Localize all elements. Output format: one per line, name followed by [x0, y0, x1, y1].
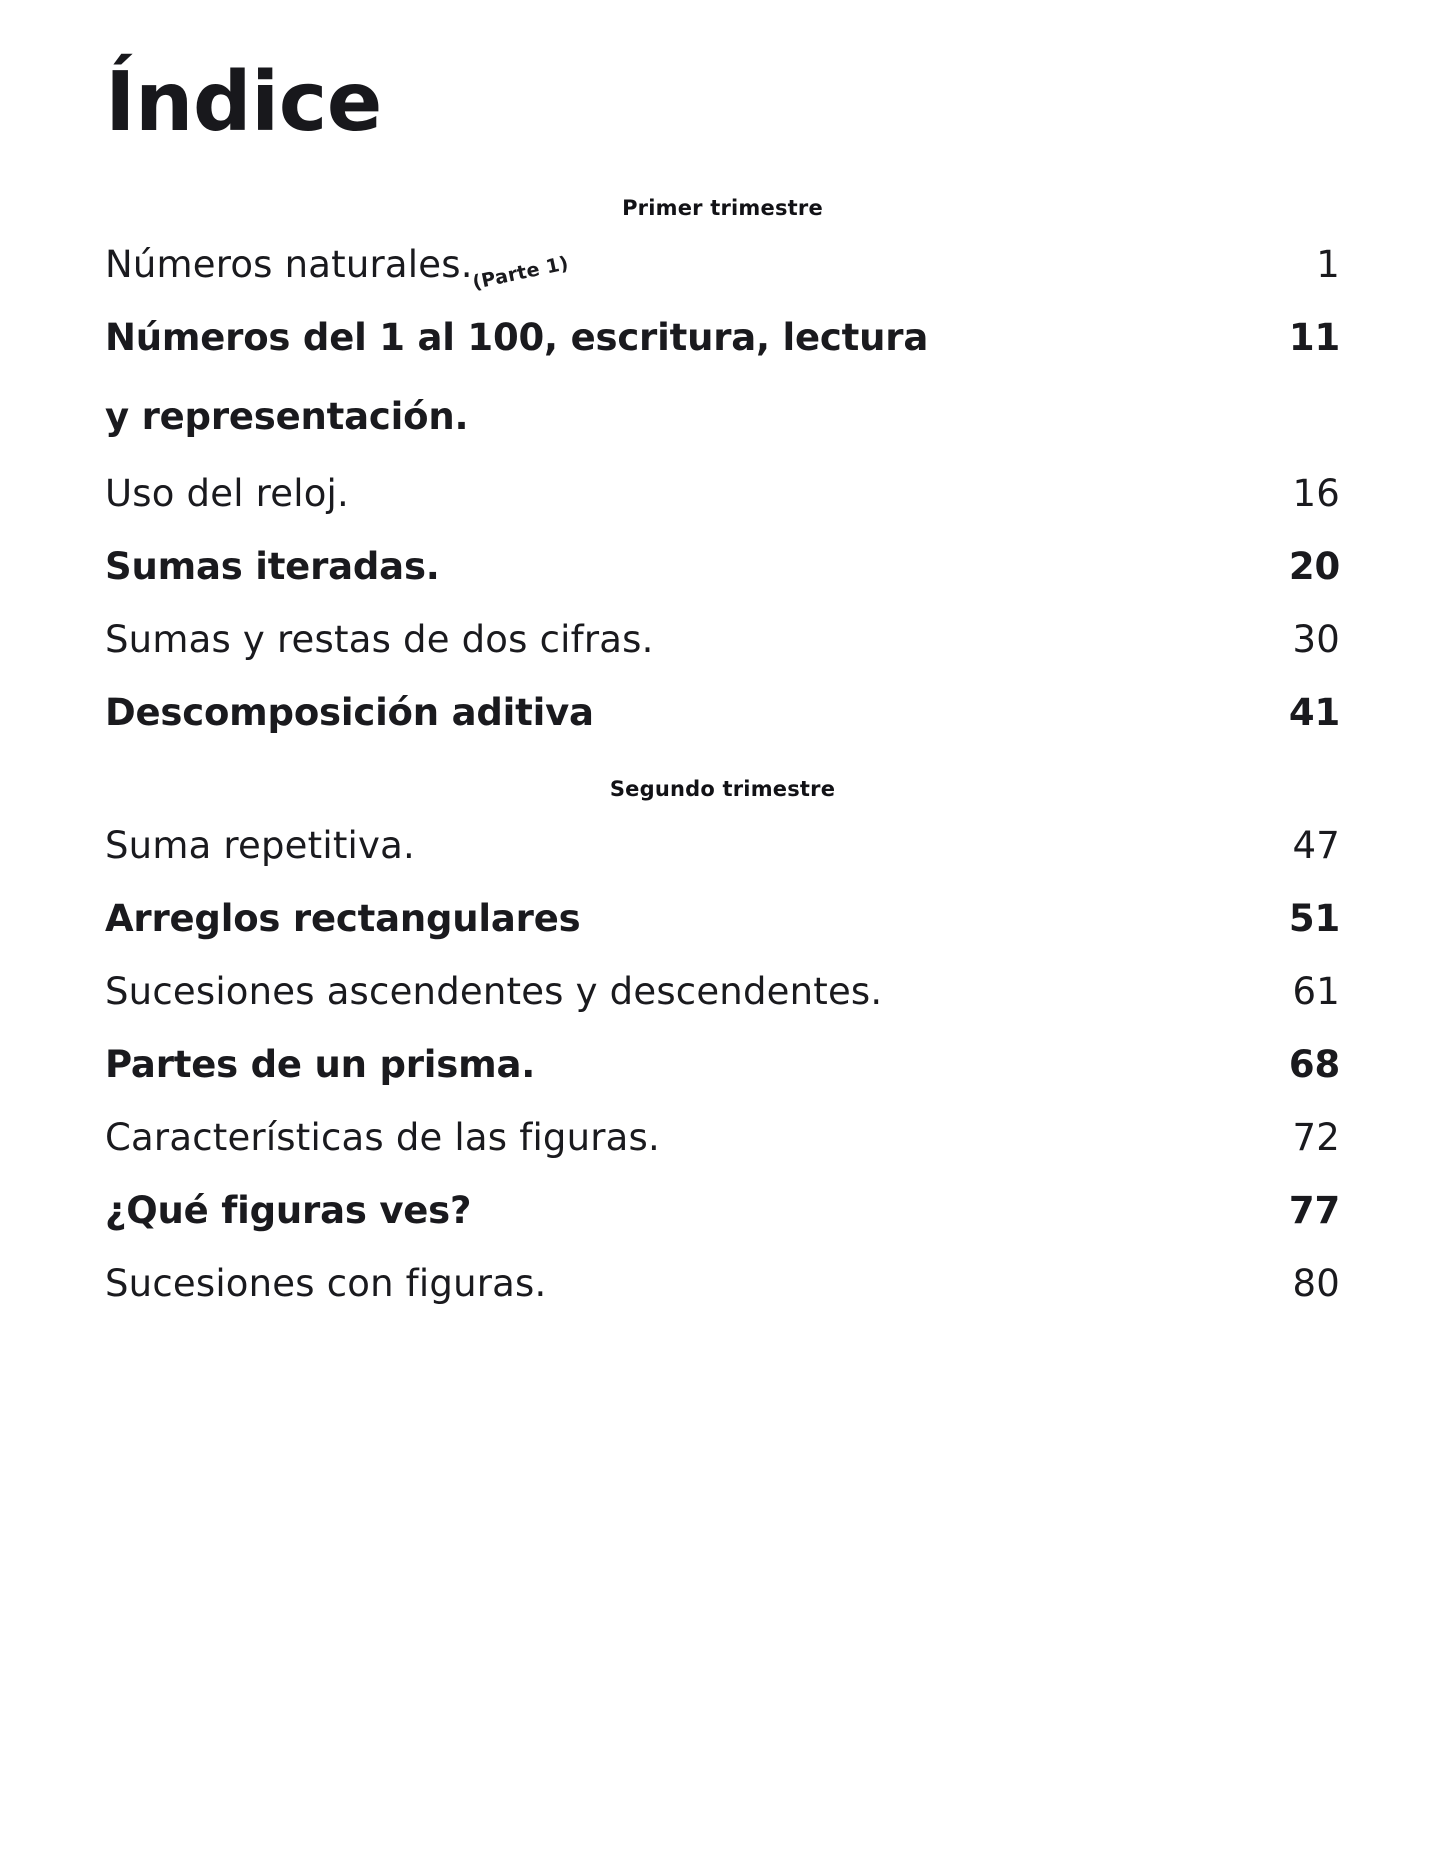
toc-entry[interactable] [105, 691, 1340, 734]
toc-entry-title: Números del 1 al 100, escritura, lectura [105, 316, 929, 359]
toc-entry-label [105, 691, 1266, 734]
toc-entry-label [105, 970, 1266, 1013]
toc-entry-title: ¿Qué figuras ves? [105, 1189, 472, 1232]
toc-entry-title: Sucesiones con figuras. [105, 1262, 547, 1305]
toc-entry-label [105, 1043, 1266, 1086]
toc-entry-label [105, 897, 1266, 940]
toc-entry-title: Descomposición aditiva [105, 691, 594, 734]
toc-entry[interactable] [105, 1043, 1340, 1086]
toc-entry-list-segundo-trimestre [105, 824, 1340, 1305]
section-heading-primer-trimestre: Primer trimestre [622, 196, 823, 220]
toc-entry-page-number: 68 [1288, 1043, 1340, 1086]
toc-entry[interactable] [105, 1116, 1340, 1159]
toc-entry-label [105, 472, 1266, 515]
toc-entry-page-number: 77 [1288, 1189, 1340, 1232]
toc-entry[interactable] [105, 243, 1340, 294]
toc-entry-page-number: 1 [1316, 243, 1340, 286]
page-title: Índice [105, 55, 382, 150]
toc-entry-annotation: (Parte 1) [470, 252, 571, 294]
toc-entry-title: Uso del reloj. [105, 472, 349, 515]
toc-entry-page-number: 51 [1288, 897, 1340, 940]
toc-entry-page-number: 30 [1292, 618, 1340, 661]
toc-entry[interactable] [105, 618, 1340, 661]
toc-entry-title: Suma repetitiva. [105, 824, 415, 867]
toc-entry-title: Características de las figuras. [105, 1116, 660, 1159]
toc-entry-label [105, 243, 1266, 294]
toc-entry-label [105, 545, 1266, 588]
toc-entry[interactable] [105, 970, 1340, 1013]
toc-entry[interactable] [105, 472, 1340, 515]
section-heading-segundo-trimestre: Segundo trimestre [609, 777, 836, 801]
toc-entry-title: Arreglos rectangulares [105, 897, 581, 940]
toc-entry-title: Sumas iteradas. [105, 545, 440, 588]
toc-entry-title-line2: y representación. [105, 395, 469, 438]
toc-entry-title: Sumas y restas de dos cifras. [105, 618, 654, 661]
toc-entry-page-number: 20 [1288, 545, 1340, 588]
toc-entry[interactable] [105, 1262, 1340, 1305]
toc-entry-label [105, 824, 1266, 867]
toc-entry-label [105, 618, 1266, 661]
toc-entry-page-number: 80 [1292, 1262, 1340, 1305]
toc-entry[interactable] [105, 316, 1340, 438]
toc-entry-title: Números naturales. [105, 243, 473, 286]
toc-entry-title: Partes de un prisma. [105, 1043, 536, 1086]
toc-entry[interactable] [105, 824, 1340, 867]
toc-entry-page-number: 11 [1288, 316, 1340, 359]
toc-entry-list-primer-trimestre [105, 243, 1340, 734]
toc-entry-label [105, 1262, 1266, 1305]
toc-entry[interactable] [105, 545, 1340, 588]
toc-entry[interactable] [105, 897, 1340, 940]
toc-entry-page-number: 41 [1288, 691, 1340, 734]
toc-entry-page-number: 47 [1292, 824, 1340, 867]
toc-entry-label [105, 316, 1266, 438]
toc-entry[interactable] [105, 1189, 1340, 1232]
toc-entry-label [105, 1189, 1266, 1232]
toc-entry-page-number: 16 [1292, 472, 1340, 515]
toc-entry-page-number: 61 [1292, 970, 1340, 1013]
toc-entry-title: Sucesiones ascendentes y descendentes. [105, 970, 883, 1013]
toc-entry-page-number: 72 [1292, 1116, 1340, 1159]
toc-entry-label [105, 1116, 1266, 1159]
